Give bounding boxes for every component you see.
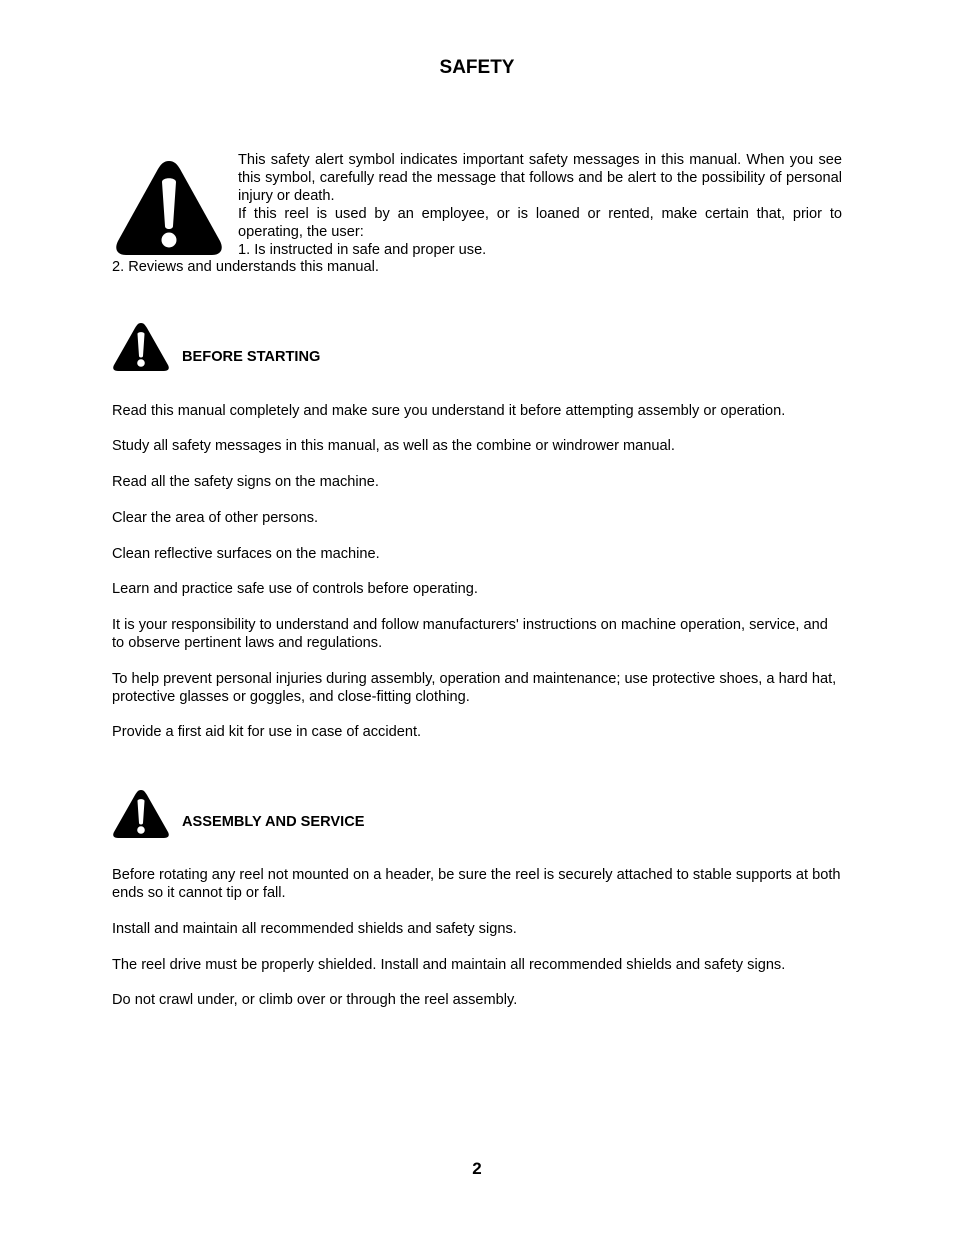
intro-paragraph: This safety alert symbol indicates important safety messages in this manual. When you see this symbol, carefully read the message that follows and be alert to the possibility of personal injury or death. [238, 152, 842, 204]
intro-paragraph: If this reel is used by an employee, or is loaned or rented, make certain that, prior to operating, the user: [238, 206, 842, 240]
safety-alert-icon [112, 322, 170, 372]
paragraph: Read this manual completely and make sure you understand it before attempting assembly or operation. [112, 403, 786, 419]
paragraph: Learn and practice safe use of controls before operating. [112, 581, 478, 597]
paragraph: The reel drive must be properly shielded. Install and maintain all recommended shields and safety signs. [112, 957, 786, 973]
page-title: SAFETY [439, 57, 515, 78]
intro-list-item: 1. Is instructed in safe and proper use. [238, 242, 487, 258]
section-heading-assembly-service: ASSEMBLY AND SERVICE [182, 814, 365, 830]
paragraph: To help prevent personal injuries during assembly, operation and maintenance; use protective shoes, a hard hat, protective glasses or goggles, and close-fitting clothing. [112, 671, 837, 705]
section-heading-before-starting: BEFORE STARTING [182, 349, 321, 365]
paragraph: Clear the area of other persons. [112, 510, 319, 526]
paragraph: Read all the safety signs on the machine. [112, 474, 379, 490]
safety-alert-icon [113, 158, 225, 258]
paragraph: It is your responsibility to understand and follow manufacturers' instructions on machine operation, service, and to observe pertinent laws and regulations. [112, 617, 828, 651]
paragraph: Install and maintain all recommended shields and safety signs. [112, 921, 517, 937]
paragraph: Study all safety messages in this manual, as well as the combine or windrower manual. [112, 438, 675, 454]
paragraph: Provide a first aid kit for use in case of accident. [112, 724, 422, 740]
paragraph: Clean reflective surfaces on the machine. [112, 546, 380, 562]
intro-list-item: 2. Reviews and understands this manual. [112, 259, 379, 275]
paragraph: Before rotating any reel not mounted on a header, be sure the reel is securely attached to stable supports at both ends so it cannot tip or fall. [112, 867, 841, 901]
intro-text [238, 151, 842, 259]
paragraph: Do not crawl under, or climb over or through the reel assembly. [112, 992, 518, 1008]
page-number: 2 [472, 1159, 482, 1178]
safety-alert-icon [112, 789, 170, 839]
